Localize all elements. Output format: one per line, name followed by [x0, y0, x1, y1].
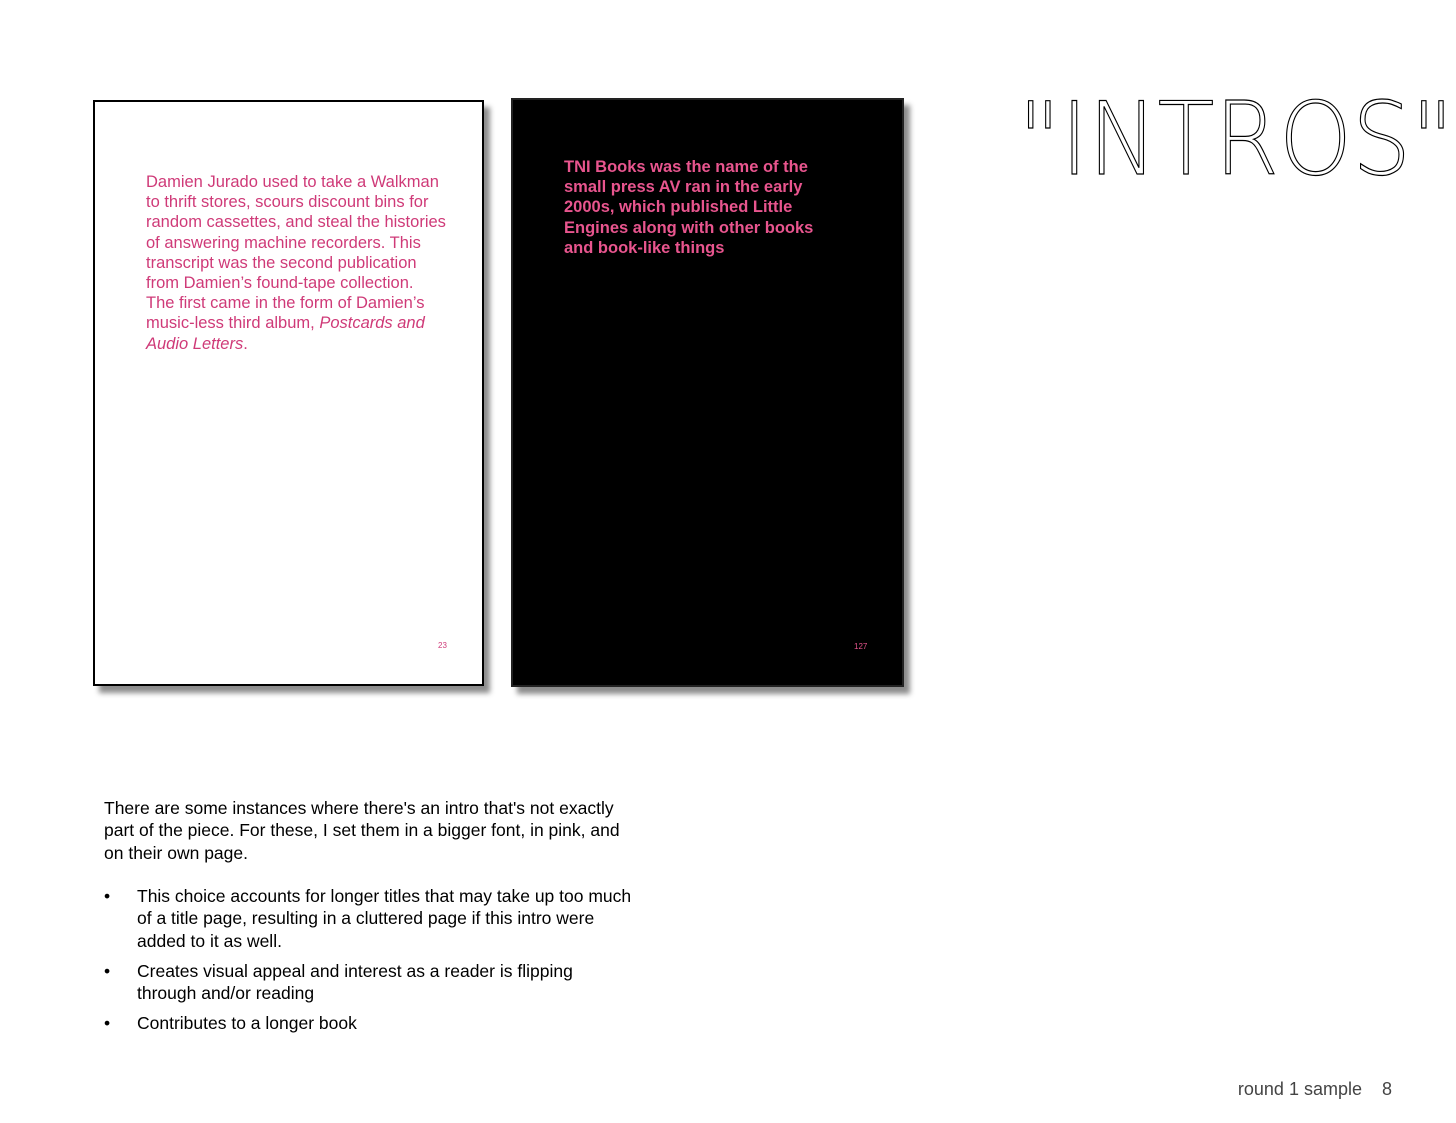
bullet-dot-icon: • [104, 1013, 111, 1034]
bullet-dot-icon: • [104, 960, 111, 981]
page-heading [1018, 80, 1454, 198]
description-text: There are some instances where there's an intro that's not exactly part of the piece. For these, I set them in a bigger font, in pink, and on their own page. [104, 798, 620, 863]
bullet-item [104, 960, 634, 1005]
white-page-intro-end: . [243, 334, 248, 353]
bullet-text: This choice accounts for longer titles that may take up too much of a title page, resulting in a cluttered page if this intro were added to it as well. [137, 886, 632, 951]
bullet-item [104, 885, 634, 952]
black-book-page [511, 98, 904, 687]
bullet-text: Creates visual appeal and interest as a reader is flipping through and/or reading [137, 960, 573, 1004]
bullet-list [104, 885, 634, 1043]
black-page-number: 127 [854, 642, 868, 651]
footer-label: round 1 sample [1237, 1079, 1362, 1099]
white-page-number: 23 [438, 641, 447, 650]
footer-page-number: 8 [1381, 1079, 1392, 1099]
page-footer [1238, 1078, 1392, 1100]
bullet-dot-icon: • [104, 886, 111, 906]
white-page-intro [146, 172, 446, 354]
white-book-page [93, 100, 484, 686]
white-page-intro-text: Damien Jurado used to take a Walkman to thrift stores, scours discount bins for random cassettes, and steal the histories of answering machine recorders. This transcript was the second publication from Damien’s found-tape collection. The first came in the form of Damien’s music-less third album, [146, 173, 446, 333]
bullet-item [104, 1012, 634, 1034]
black-page-intro: TNI Books was the name of the small press AV ran in the early 2000s, which published Little Engines along with other books and book-like things [564, 158, 814, 257]
heading-text: "INTROS" [1018, 80, 1454, 198]
album-title: Postcards and Audio Letters [146, 314, 425, 353]
bullet-text: Contributes to a longer book [137, 1013, 357, 1034]
